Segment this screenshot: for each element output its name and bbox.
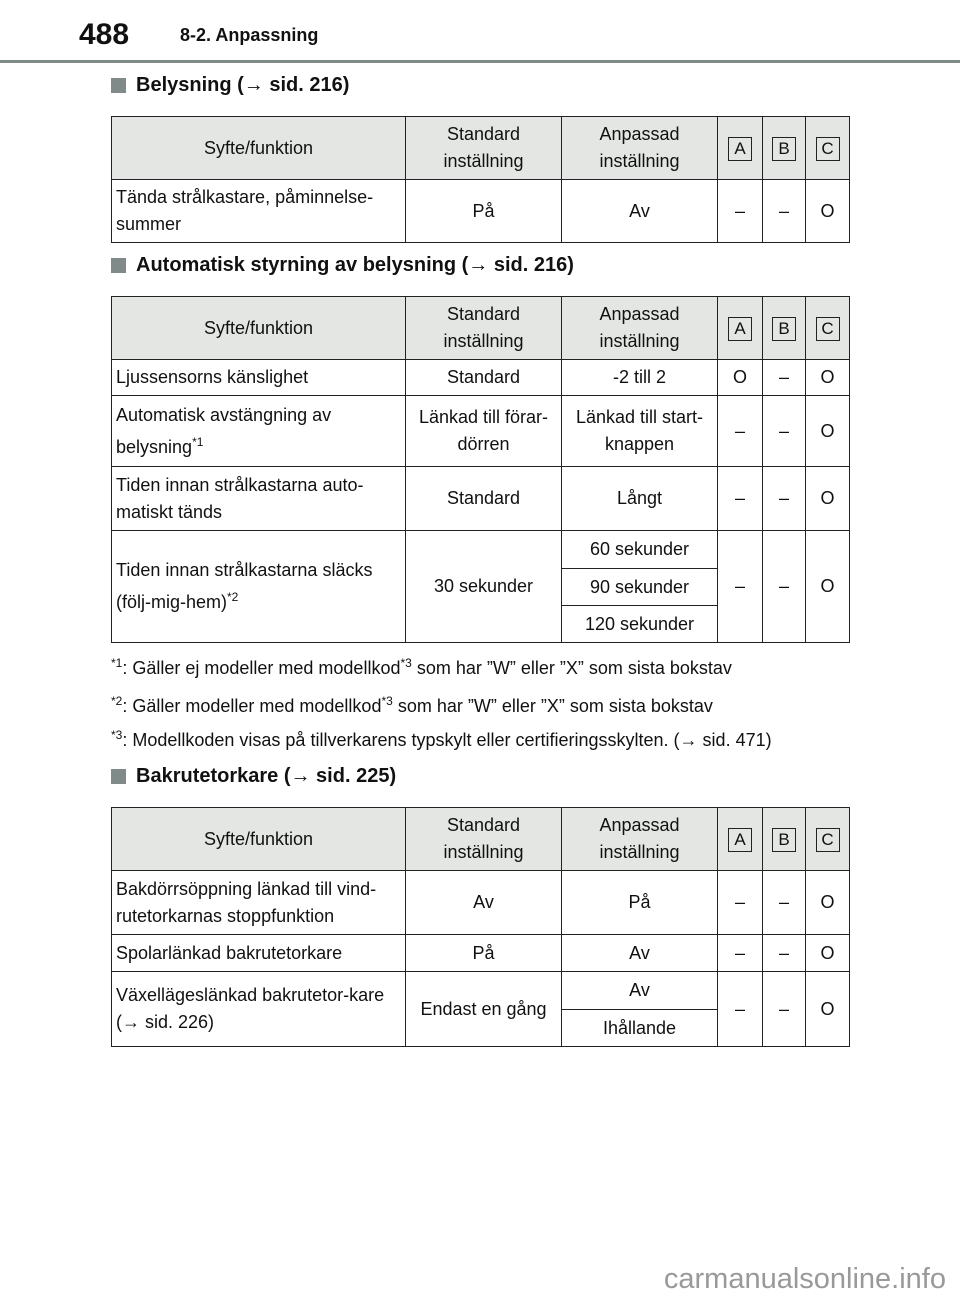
heading-text: Automatisk styrning av belysning (→ sid. 216): [136, 254, 574, 276]
model-a-cell: –: [718, 396, 763, 467]
custom-cell: Av: [562, 972, 718, 1010]
col-std: Standard inställning: [406, 117, 562, 180]
model-c-cell: O: [806, 871, 850, 935]
section-heading: [111, 765, 396, 788]
model-c-cell: O: [806, 972, 850, 1047]
model-a-cell: –: [718, 180, 763, 243]
model-b-cell: –: [763, 972, 806, 1047]
col-b: B: [763, 297, 806, 360]
standard-cell: Länkad till förar-dörren: [406, 396, 562, 467]
table-row: [112, 531, 850, 569]
square-bullet-icon: [111, 769, 126, 784]
table-row: [112, 935, 850, 972]
custom-cell: -2 till 2: [562, 360, 718, 396]
col-a: A: [718, 808, 763, 871]
standard-cell: På: [406, 180, 562, 243]
header-row: [112, 297, 850, 360]
header-row: [112, 808, 850, 871]
model-c-cell: O: [806, 935, 850, 972]
col-std: Standard inställning: [406, 808, 562, 871]
table-row: [112, 871, 850, 935]
function-cell: Växellägeslänkad bakrutetor-kare (→ sid. 226): [112, 972, 406, 1047]
section-heading: [111, 74, 349, 97]
function-cell: Automatisk avstängning av belysning$^{*1}$: [112, 396, 406, 467]
function-cell: Ljussensorns känslighet: [112, 360, 406, 396]
custom-cell: 90 sekunder: [562, 569, 718, 606]
standard-cell: Standard: [406, 360, 562, 396]
col-c: C: [806, 808, 850, 871]
watermark: carmanualsonline.info: [663, 1263, 946, 1295]
model-c-cell: O: [806, 396, 850, 467]
model-b-cell: –: [763, 180, 806, 243]
col-a: A: [718, 117, 763, 180]
custom-cell: 60 sekunder: [562, 531, 718, 569]
model-b-cell: –: [763, 360, 806, 396]
header-row: [112, 117, 850, 180]
model-c-cell: O: [806, 531, 850, 643]
function-cell: Tiden innan strålkastarna auto-matiskt tänds: [112, 467, 406, 531]
model-a-cell: –: [718, 972, 763, 1047]
model-b-cell: –: [763, 531, 806, 643]
model-a-cell: –: [718, 935, 763, 972]
function-cell: Tiden innan strålkastarna släcks (följ-mig-hem)$^{*2}$: [112, 531, 406, 643]
custom-cell: 120 sekunder: [562, 606, 718, 643]
model-c-cell: O: [806, 467, 850, 531]
col-std: Standard inställning: [406, 297, 562, 360]
col-func: Syfte/funktion: [112, 117, 406, 180]
custom-cell: Av: [562, 935, 718, 972]
model-a-cell: –: [718, 531, 763, 643]
model-b-cell: –: [763, 467, 806, 531]
table-row: [112, 180, 850, 243]
model-c-cell: O: [806, 360, 850, 396]
footnote: $^{*2}$: Gäller modeller med modellkod$^{*3}$ som har ”W” eller ”X” som sista bokstav: [111, 694, 713, 716]
col-custom: Anpassad inställning: [562, 117, 718, 180]
square-bullet-icon: [111, 258, 126, 273]
table-row: [112, 972, 850, 1010]
footnote: $^{*3}$: Modellkoden visas på tillverkarens typskylt eller certifieringsskylten. (→ sid. 471): [111, 728, 772, 750]
model-b-cell: –: [763, 935, 806, 972]
col-custom: Anpassad inställning: [562, 808, 718, 871]
standard-cell: Standard: [406, 467, 562, 531]
settings-table: [111, 807, 850, 1047]
table-row: [112, 360, 850, 396]
col-b: B: [763, 117, 806, 180]
standard-cell: Endast en gång: [406, 972, 562, 1047]
col-func: Syfte/funktion: [112, 808, 406, 871]
function-cell: Bakdörrsöppning länkad till vind-rutetorkarnas stoppfunktion: [112, 871, 406, 935]
standard-cell: 30 sekunder: [406, 531, 562, 643]
custom-cell: På: [562, 871, 718, 935]
section-heading: [111, 254, 574, 277]
standard-cell: På: [406, 935, 562, 972]
model-c-cell: O: [806, 180, 850, 243]
model-a-cell: –: [718, 467, 763, 531]
custom-cell: Av: [562, 180, 718, 243]
model-a-cell: O: [718, 360, 763, 396]
function-cell: Spolarlänkad bakrutetorkare: [112, 935, 406, 972]
settings-table: [111, 116, 850, 243]
model-b-cell: –: [763, 871, 806, 935]
table-row: [112, 467, 850, 531]
col-func: Syfte/funktion: [112, 297, 406, 360]
model-b-cell: –: [763, 396, 806, 467]
page-number: 488: [79, 18, 130, 51]
custom-cell: Ihållande: [562, 1010, 718, 1047]
function-cell: Tända strålkastare, påminnelse-summer: [112, 180, 406, 243]
model-a-cell: –: [718, 871, 763, 935]
standard-cell: Av: [406, 871, 562, 935]
settings-table: [111, 296, 850, 643]
custom-cell: Länkad till start-knappen: [562, 396, 718, 467]
chapter-title: 8-2. Anpassning: [180, 25, 319, 45]
heading-text: Belysning (→ sid. 216): [136, 74, 350, 96]
footnote: $^{*1}$: Gäller ej modeller med modellkod$^{*3}$ som har ”W” eller ”X” som sista bokstav: [111, 656, 732, 678]
square-bullet-icon: [111, 78, 126, 93]
table-row: [112, 396, 850, 467]
col-custom: Anpassad inställning: [562, 297, 718, 360]
col-b: B: [763, 808, 806, 871]
col-a: A: [718, 297, 763, 360]
col-c: C: [806, 297, 850, 360]
col-c: C: [806, 117, 850, 180]
custom-cell: Långt: [562, 467, 718, 531]
heading-text: Bakrutetorkare (→ sid. 225): [136, 765, 397, 787]
header-rule: [0, 60, 960, 63]
